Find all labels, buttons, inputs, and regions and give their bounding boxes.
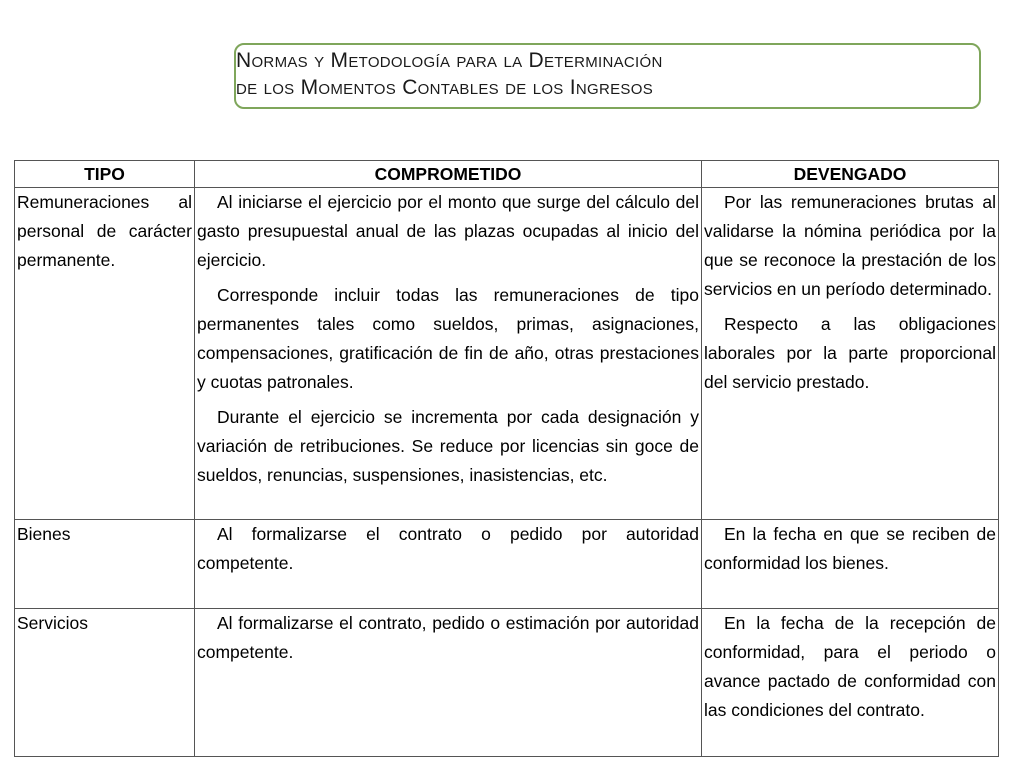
- paragraph: Al formalizarse el contrato o pedido por autoridad competente.: [197, 524, 699, 573]
- title-line-1: Normas y Metodología para la Determinación: [236, 49, 663, 72]
- cell-comprometido-bienes: [195, 520, 702, 609]
- table-header-row: [15, 161, 999, 188]
- paragraph: Al iniciarse el ejercicio por el monto que surge del cálculo del gasto presupuestal anual de las plazas ocupadas al inicio del ejercicio.: [197, 192, 699, 270]
- cell-devengado-bienes: [702, 520, 999, 609]
- paragraph: Durante el ejercicio se incrementa por cada designación y variación de retribuciones. Se reduce por licencias sin goce de sueldos, renuncias, suspensiones, inasistencias, etc.: [197, 407, 699, 485]
- table-row: [15, 520, 999, 609]
- norms-table: [14, 160, 999, 757]
- title-box: [234, 43, 981, 109]
- paragraph: Respecto a las obligaciones laborales por la parte proporcional del servicio prestado.: [704, 314, 996, 392]
- paragraph: Por las remuneraciones brutas al validarse la nómina periódica por la que se reconoce la prestación de los servicios en un período determinado.: [704, 192, 996, 299]
- paragraph: En la fecha de la recepción de conformidad, para el periodo o avance pactado de conformidad con las condiciones del contrato.: [704, 613, 996, 720]
- cell-tipo-servicios: Servicios: [15, 609, 195, 757]
- header-tipo: TIPO: [15, 161, 195, 188]
- paragraph: Corresponde incluir todas las remuneraciones de tipo permanentes tales como sueldos, primas, asignaciones, compensaciones, gratificación de fin de año, otras prestaciones y cuotas patronales.: [197, 285, 699, 392]
- table-row: [15, 188, 999, 520]
- header-devengado: DEVENGADO: [702, 161, 999, 188]
- paragraph: En la fecha en que se reciben de conformidad los bienes.: [704, 524, 996, 573]
- table-row: [15, 609, 999, 757]
- cell-devengado-servicios: [702, 609, 999, 757]
- header-comprometido: COMPROMETIDO: [195, 161, 702, 188]
- cell-comprometido-remuneraciones: [195, 188, 702, 520]
- cell-tipo-bienes: Bienes: [15, 520, 195, 609]
- cell-comprometido-servicios: [195, 609, 702, 757]
- cell-devengado-remuneraciones: [702, 188, 999, 520]
- title-line-2: de los Momentos Contables de los Ingresos: [236, 76, 653, 99]
- paragraph: Al formalizarse el contrato, pedido o estimación por autoridad competente.: [197, 613, 699, 662]
- cell-tipo-remuneraciones: Remuneraciones al personal de carácter permanente.: [15, 188, 195, 520]
